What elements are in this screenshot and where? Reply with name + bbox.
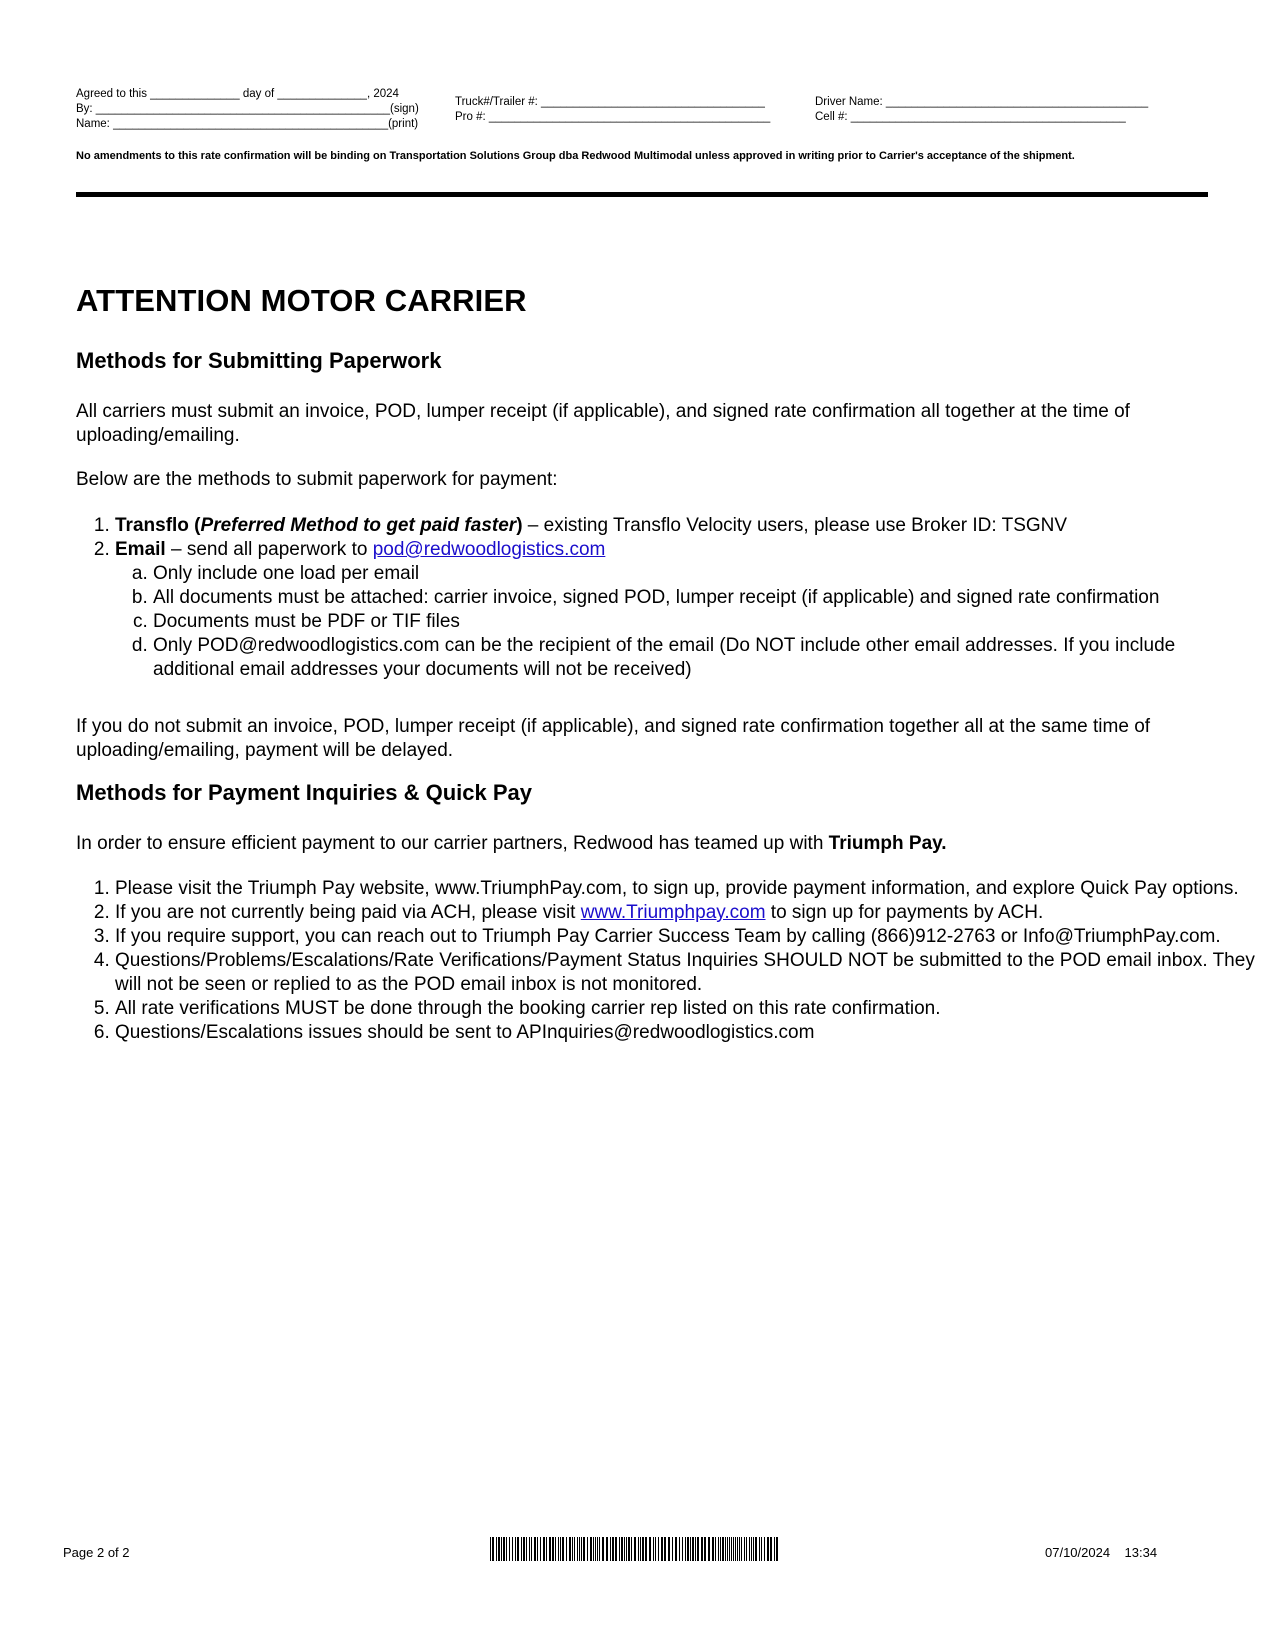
page-number: Page 2 of 2 bbox=[63, 1545, 130, 1560]
barcode-icon bbox=[490, 1537, 782, 1561]
print-timestamp: 07/10/2024 13:34 bbox=[1045, 1545, 1158, 1560]
page-title: ATTENTION MOTOR CARRIER bbox=[76, 283, 527, 318]
list-item: 3. If you require support, you can reach out to Triumph Pay Carrier Success Team by calling (866)912-2763 or Info@TriumphPay.com. bbox=[115, 925, 1255, 949]
list-item: 4. Questions/Problems/Escalations/Rate Verifications/Payment Status Inquiries SHOULD NOT be submitted to the POD email inbox. They will not be seen or replied to as the POD email inbox is not monitored. bbox=[115, 949, 1255, 997]
amendments-disclaimer: No amendments to this rate confirmation will be binding on Transportation Solutions Group dba Redwood Multimodal unless approved in writing prior to Carrier's acceptance of the shipment. bbox=[76, 150, 1075, 162]
paperwork-warning: If you do not submit an invoice, POD, lumper receipt (if applicable), and signed rate confirmation together all at the same time of uploading/emailing, payment will be delayed. bbox=[76, 716, 1151, 761]
paperwork-intro: All carriers must submit an invoice, POD, lumper receipt (if applicable), and signed rate confirmation all together at the time of uploading/emailing. bbox=[76, 401, 1130, 446]
payment-methods-list bbox=[76, 877, 1255, 1045]
email-requirements-list bbox=[115, 562, 1255, 682]
truck-block bbox=[455, 95, 770, 125]
driver-block bbox=[815, 95, 1148, 125]
name-print-line: Name: ___________________________________________(print) bbox=[76, 118, 419, 130]
list-item: c. Documents must be PDF or TIF files bbox=[153, 610, 1255, 634]
paperwork-lead: Below are the methods to submit paperwork for payment: bbox=[76, 469, 558, 490]
by-sign-line: By: ______________________________________________(sign) bbox=[76, 103, 419, 115]
header-divider bbox=[76, 192, 1208, 197]
truck-trailer-line: Truck#/Trailer #: ___________________________________ bbox=[455, 96, 765, 108]
cell-number-line: Cell #: ___________________________________________ bbox=[815, 111, 1126, 123]
list-item-email: 2. Email – send all paperwork to pod@redwoodlogistics.com a. Only include one load per email b. All documents must be attached: carrier invoice, signed POD, lumper receipt (if applicable) and signed rate confirmation c. Documents must be PDF or TIF files d. Only POD@redwoodlogistics.com can be the recipient of the email (Do NOT include other email addresses. If you include additional email addresses your documents will not be received) bbox=[115, 538, 1255, 682]
payment-intro: In order to ensure efficient payment to our carrier partners, Redwood has teamed up with Triumph Pay. bbox=[76, 833, 947, 854]
list-item: 2. If you are not currently being paid via ACH, please visit www.Triumphpay.com to sign up for payments by ACH. bbox=[115, 901, 1255, 925]
driver-name-line: Driver Name: _________________________________________ bbox=[815, 96, 1149, 108]
agreed-line: Agreed to this ______________ day of ______________, 2024 bbox=[76, 88, 399, 100]
paperwork-heading: Methods for Submitting Paperwork bbox=[76, 348, 442, 373]
list-item: 5. All rate verifications MUST be done through the booking carrier rep listed on this rate confirmation. bbox=[115, 997, 1255, 1021]
list-item-transflo: 1. Transflo (Preferred Method to get paid faster) – existing Transflo Velocity users, please use Broker ID: TSGNV bbox=[115, 514, 1255, 538]
pod-email-link[interactable]: pod@redwoodlogistics.com bbox=[372, 539, 606, 560]
list-item: a. Only include one load per email bbox=[153, 562, 1255, 586]
list-item: 6. Questions/Escalations issues should be sent to APInquiries@redwoodlogistics.com bbox=[115, 1021, 1255, 1045]
list-item: d. Only POD@redwoodlogistics.com can be the recipient of the email (Do NOT include other email addresses. If you include additional email addresses your documents will not be received) bbox=[153, 634, 1255, 682]
payment-heading: Methods for Payment Inquiries & Quick Pay bbox=[76, 780, 532, 805]
pro-number-line: Pro #: ____________________________________________ bbox=[455, 111, 771, 123]
triumphpay-link[interactable]: www.Triumphpay.com bbox=[580, 902, 766, 923]
list-item: b. All documents must be attached: carrier invoice, signed POD, lumper receipt (if applicable) and signed rate confirmation bbox=[153, 586, 1255, 610]
signature-block bbox=[76, 87, 419, 132]
paperwork-methods-list bbox=[76, 514, 1255, 682]
list-item: 1. Please visit the Triumph Pay website, www.TriumphPay.com, to sign up, provide payment information, and explore Quick Pay options. bbox=[115, 877, 1255, 901]
